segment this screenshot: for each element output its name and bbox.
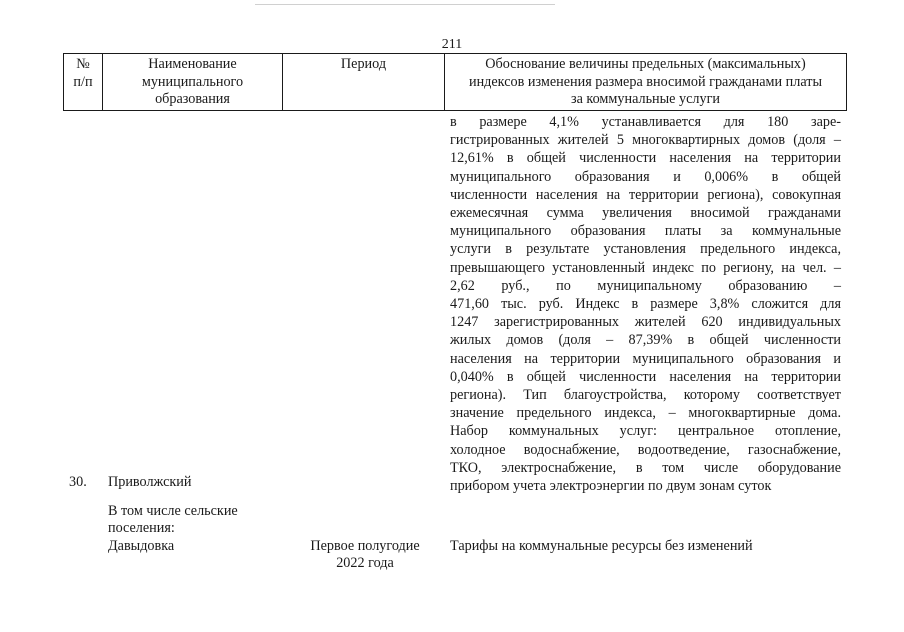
justification-line: значение предельного индекса, – многоквартирные дома. bbox=[450, 405, 841, 422]
justification-line: региона). Тип благоустройства, которому соответствует bbox=[450, 387, 841, 404]
header-col-name: Наименование муниципального образования bbox=[103, 54, 283, 110]
justification-line: населения на территории муниципального образования и bbox=[450, 350, 841, 367]
top-scan-rule bbox=[255, 4, 555, 5]
header-col-justification: Обоснование величины предельных (максимальных) индексов изменения размера вносимой гражданами платы за коммунальные услуги bbox=[468, 56, 822, 107]
justification-line: численности населения на территории региона), совокупная bbox=[450, 186, 841, 203]
justification-line: гистрированных жителей 5 многоквартирных домов (доля – bbox=[450, 132, 841, 149]
settlement-name: Давыдовка bbox=[108, 538, 175, 554]
justification-line: 471,60 тыс. руб. Индекс в размере 3,8% сложится для bbox=[450, 296, 841, 313]
justification-line: ТКО, электроснабжение, в том числе оборудование bbox=[450, 459, 841, 476]
justification-line: 2,62 руб., по муниципальному образованию – bbox=[450, 277, 841, 294]
settlement-period: Первое полугодие 2022 года bbox=[310, 538, 420, 571]
justification-line: муниципального образования платы за коммунальные bbox=[450, 223, 841, 240]
justification-line: муниципального образования и 0,006% в общей bbox=[450, 168, 841, 185]
justification-line: Набор коммунальных услуг: центральное отопление, bbox=[450, 423, 841, 440]
justification-line: жилых домов (доля – 87,39% в общей численности bbox=[450, 332, 841, 349]
justification-line: 1247 зарегистрированных жителей 620 индивидуальных bbox=[450, 314, 841, 331]
table-header bbox=[63, 53, 847, 111]
row-name: Приволжский bbox=[108, 474, 192, 490]
justification-line: ежемесячная сумма увеличения вносимой гражданами bbox=[450, 205, 841, 222]
justification-line: 12,61% в общей численности населения на территории bbox=[450, 150, 841, 167]
justification-line: холодное водоснабжение, водоотведение, газоснабжение, bbox=[450, 441, 841, 458]
settlement-justification: Тарифы на коммунальные ресурсы без изменений bbox=[450, 538, 753, 554]
justification-line: прибором учета электроэнергии по двум зонам суток bbox=[450, 478, 772, 495]
header-col-number: № п/п bbox=[64, 54, 103, 110]
justification-line: 0,040% в общей численности населения на территории bbox=[450, 368, 841, 385]
justification-line: услуги в результате установления предельного индекса, bbox=[450, 241, 841, 258]
page-number: 211 bbox=[441, 37, 463, 52]
subsection-heading: В том числе сельские поселения: bbox=[108, 503, 238, 536]
header-col-period: Период bbox=[283, 54, 445, 110]
justification-line: в размере 4,1% устанавливается для 180 заре- bbox=[450, 114, 841, 130]
row-number: 30. bbox=[69, 474, 87, 490]
justification-line: превышающего установленный индекс по региону, на чел. – bbox=[450, 259, 841, 276]
justification-text bbox=[450, 113, 841, 495]
